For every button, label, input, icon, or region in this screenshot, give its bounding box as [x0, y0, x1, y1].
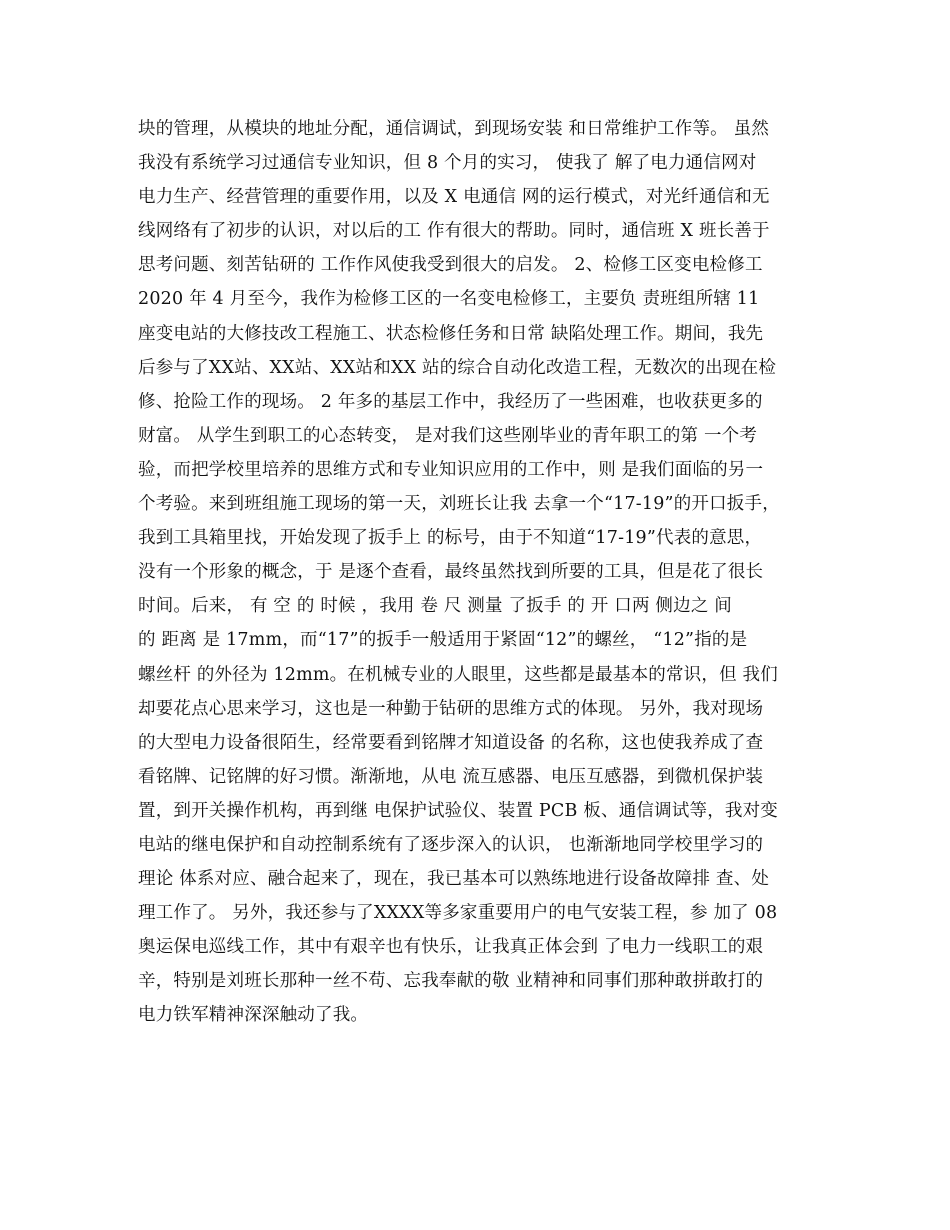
text-line: 座变电站的大修技改工程施工、状态检修任务和日常 缺陷处理工作。期间，我先 — [138, 323, 764, 344]
text-line: 没有一个形象的概念，于 是逐个查看，最终虽然找到所要的工具，但是花了很长 — [138, 562, 764, 583]
text-line: 却要花点心思来学习，这也是一种勤于钻研的思维方式的体现。 另外，我对现场 — [138, 698, 764, 719]
text-line: 我没有系统学习过通信专业知识，但 8 个月的实习， 使我了 解了电力通信网对 — [138, 153, 757, 174]
text-line: 理论 体系对应、融合起来了，现在，我已基本可以熟练地进行设备故障排 查、处 — [138, 869, 770, 890]
text-line: 置，到开关操作机构，再到继 电保护试验仪、装置 PCB 板、通信调试等，我对变 — [138, 800, 779, 821]
text-line: 2020 年 4 月至今，我作为检修工区的一名变电检修工，主要负 责班组所辖 11 — [138, 289, 760, 310]
text-line: 验，而把学校里培养的思维方式和专业知识应用的工作中，则 是我们面临的另一 — [138, 459, 764, 480]
text-line: 块的管理，从模块的地址分配，通信调试，到现场安装 和日常维护工作等。 虽然 — [138, 119, 770, 139]
body-text — [138, 112, 838, 1033]
text-line: 线网络有了初步的认识，对以后的工 作有很大的帮助。同时，通信班 X 班长善于 — [138, 221, 770, 242]
text-line: 后参与了XX站、XX站、XX站和XX 站的综合自动化改造工程，无数次的出现在检 — [138, 357, 777, 378]
text-line: 看铭牌、记铭牌的好习惯。渐渐地，从电 流互感器、电压互感器，到微机保护装 — [138, 766, 764, 787]
text-line: 理工作了。 另外，我还参与了XXXX等多家重要用户的电气安装工程，参 加了 08 — [138, 903, 778, 924]
text-line: 思考问题、刻苦钻研的 工作作风使我受到很大的启发。 2、检修工区变电检修工 — [138, 255, 763, 276]
text-line: 电力铁军精神深深触动了我。 — [138, 1005, 369, 1026]
text-line: 的 距离 是 17mm，而“17”的扳手一般适用于紧固“12”的螺丝， “12”指的是 — [138, 630, 748, 651]
text-line: 螺丝杆 的外径为 12mm。在机械专业的人眼里，这些都是最基本的常识，但 我们 — [138, 664, 778, 685]
text-line: 电站的继电保护和自动控制系统有了逐步深入的认识， 也渐渐地同学校里学习的 — [138, 834, 764, 855]
text-line: 修、抢险工作的现场。 2 年多的基层工作中，我经历了一些困难，也收获更多的 — [138, 391, 763, 412]
text-line: 电力生产、经营管理的重要作用，以及 X 电通信 网的运行模式，对光纤通信和无 — [138, 187, 770, 208]
text-line: 财富。 从学生到职工的心态转变， 是对我们这些刚毕业的青年职工的第 一个考 — [138, 425, 758, 446]
text-line: 的大型电力设备很陌生，经常要看到铭牌才知道设备 的名称，这也使我养成了查 — [138, 732, 764, 753]
text-line: 时间。后来， 有 空 的 时候 ，我用 卷 尺 测量 了扳手 的 开 口两 侧边之 间 — [138, 596, 732, 617]
text-line: 辛，特别是刘班长那种一丝不苟、忘我奉献的敬 业精神和同事们那种敢拼敢打的 — [138, 971, 764, 992]
text-line: 我到工具箱里找，开始发现了扳手上 的标号，由于不知道“17-19”代表的意思， — [138, 528, 763, 549]
text-line: 个考验。来到班组施工现场的第一天，刘班长让我 去拿一个“17-19”的开口扳手， — [138, 494, 780, 515]
text-line: 奥运保电巡线工作，其中有艰辛也有快乐，让我真正体会到 了电力一线职工的艰 — [138, 937, 764, 958]
